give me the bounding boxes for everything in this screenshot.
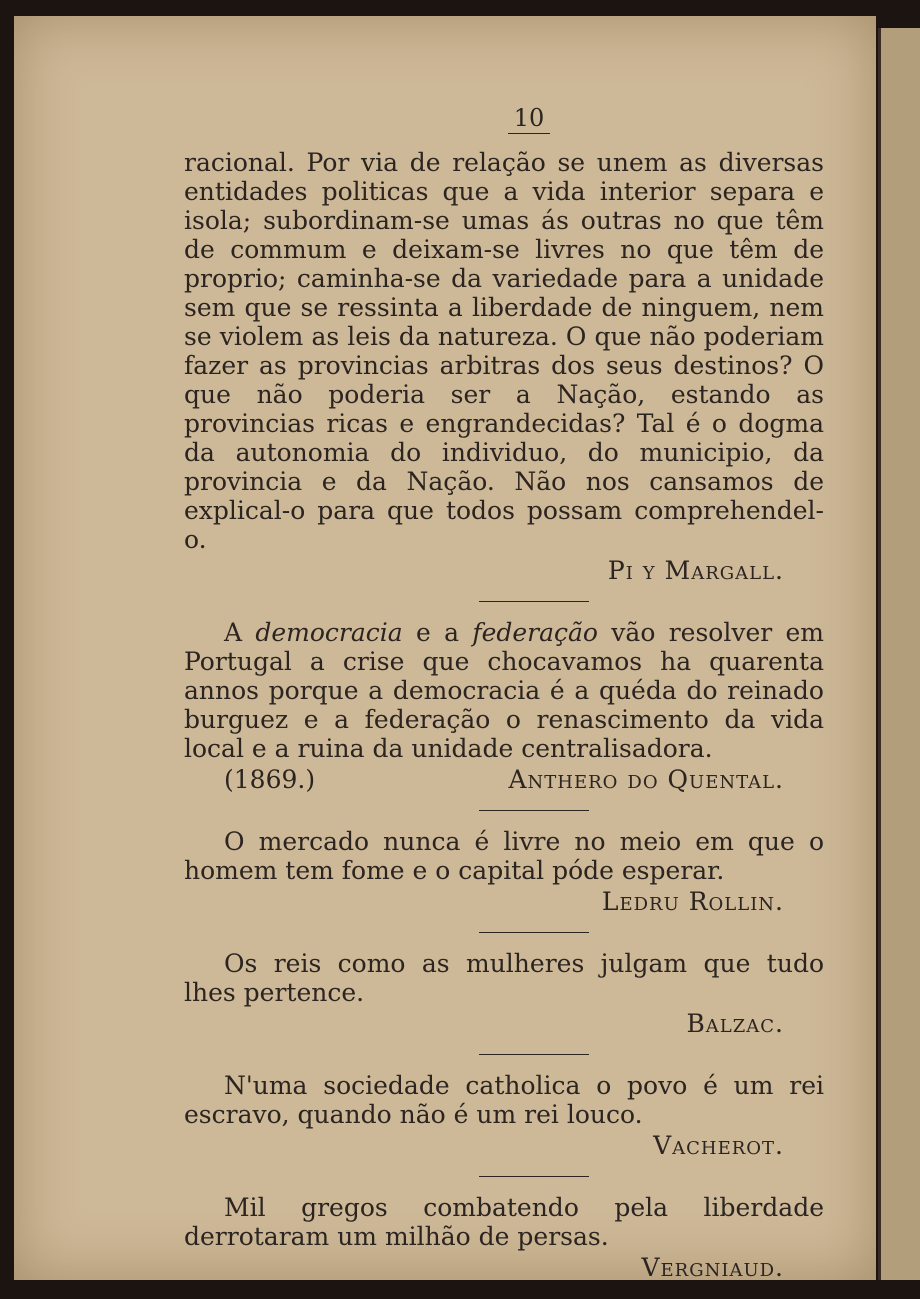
quote-body: N'uma sociedade catholica o povo é um rei escravo, quando não é um rei louco.: [184, 1071, 824, 1129]
quote-author: Ledru Rollin.: [601, 887, 784, 916]
quote-pi-y-margall: [184, 148, 824, 585]
separator-rule: [479, 810, 589, 811]
separator-rule: [479, 601, 589, 602]
quote-date: (1869.): [224, 765, 316, 794]
quote-author: Balzac.: [686, 1009, 784, 1038]
quote-ledru-rollin: [184, 827, 824, 916]
separator-rule: [479, 932, 589, 933]
quote-body: A democracia e a federação vão resolver em Portugal a crise que chocavamos ha quarenta annos porque a democracia é a quéda do reinado burguez e a federação o renascimento da vida local e a ruina da unidade centralisadora.: [184, 618, 824, 763]
quote-anthero-do-quental: [184, 618, 824, 794]
quote-author: Pi y Margall.: [607, 556, 784, 585]
page-text: [184, 104, 824, 1282]
quote-author: Vergniaud.: [641, 1253, 784, 1282]
quote-body: racional. Por via de relação se unem as diversas entidades politicas que a vida interior separa e isola; subordinam-se umas ás outras no que têm de commum e deixam-se livres no que têm de proprio; caminha-se da variedade para a unidade sem que se ressinta a liberdade de ninguem, nem se violem as leis da natureza. O que não poderiam fazer as provincias arbitras dos seus destinos? O que não poderia ser a Nação, estando as provincias ricas e engrandecidas? Tal é o dogma da autonomia do individuo, do municipio, da provincia e da Nação. Não nos cansamos de explical-o para que todos possam comprehendel-o.: [184, 148, 824, 554]
quote-body: Mil gregos combatendo pela liberdade derrotaram um milhão de persas.: [184, 1193, 824, 1251]
quote-attribution: [184, 763, 784, 794]
quote-author: Vacherot.: [653, 1131, 784, 1160]
quote-body: Os reis como as mulheres julgam que tudo lhes pertence.: [184, 949, 824, 1007]
quote-vergniaud: [184, 1193, 824, 1282]
quote-author: Anthero do Quental.: [508, 765, 784, 794]
quote-vacherot: [184, 1071, 824, 1160]
separator-rule: [479, 1054, 589, 1055]
quote-balzac: [184, 949, 824, 1038]
quote-body: O mercado nunca é livre no meio em que o homem tem fome e o capital póde esperar.: [184, 827, 824, 885]
book-page: [14, 16, 876, 1280]
adjacent-page-edge: [878, 28, 920, 1280]
page-number: 10: [234, 104, 824, 134]
separator-rule: [479, 1176, 589, 1177]
